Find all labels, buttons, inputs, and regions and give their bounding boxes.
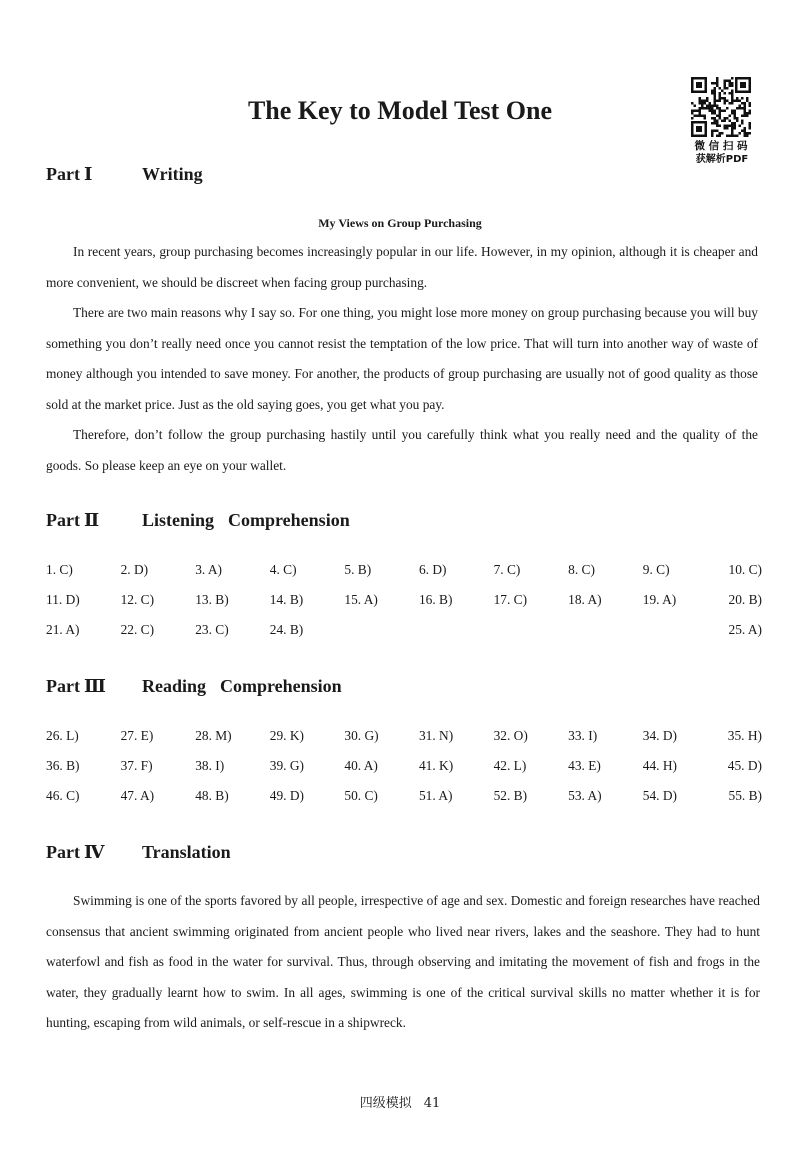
- listening-answers: [46, 555, 762, 645]
- part-2-heading: [46, 510, 350, 531]
- answer-item: 9. C): [642, 562, 670, 577]
- answer-item: 5. B): [344, 562, 372, 577]
- answer-item: 34. D): [642, 728, 677, 743]
- answer-item: 51. A): [418, 788, 453, 803]
- answer-item: 40. A): [344, 758, 378, 773]
- answer-item: 47. A): [120, 788, 155, 803]
- answer-item: 39. G): [269, 758, 304, 773]
- answer-item: 6. D): [418, 562, 447, 577]
- qr-code-block[interactable]: [690, 76, 752, 166]
- part-4-heading: [46, 842, 231, 863]
- part-title: Listening: [141, 510, 215, 530]
- answer-item: 3. A): [195, 562, 222, 577]
- answer-item: 7. C): [493, 562, 521, 577]
- answer-item: 46. C): [46, 788, 80, 803]
- answer-row: [46, 585, 762, 615]
- part-title: Translation: [141, 842, 231, 862]
- answer-item: 10. C): [728, 562, 762, 577]
- answer-item: 29. K): [269, 728, 304, 743]
- answer-item: 21. A): [46, 622, 80, 637]
- answer-item: 52. B): [493, 788, 528, 803]
- part-title-2: Comprehension: [220, 676, 342, 696]
- part-title: Writing: [141, 164, 203, 184]
- page-number: 41: [423, 1096, 441, 1111]
- answer-row: [46, 751, 762, 781]
- part-3-heading: [46, 676, 342, 697]
- answer-item: 28. M): [195, 728, 232, 743]
- qr-code-icon[interactable]: [690, 76, 752, 138]
- essay-title: My Views on Group Purchasing: [318, 216, 482, 230]
- answer-item: 4. C): [269, 562, 297, 577]
- answer-item: 8. C): [568, 562, 595, 577]
- answer-item: 41. K): [418, 758, 454, 773]
- qr-caption-line1: 微 信 扫 码: [694, 140, 748, 152]
- essay-paragraph-2: There are two main reasons why I say so. For one thing, you might lose more money on group purchasing because you will buy something you don’t really need once you cannot resist the temptation of the low price. That will turn into another way of waste of money although you intended to save money. For another, the products of group purchasing are usually not of good quality as those sold at the market price. Just as the old saying goes, you get what you pay.: [46, 305, 758, 412]
- essay-paragraph-1: In recent years, group purchasing becomes increasingly popular in our life. However, in my opinion, although it is cheaper and more convenient, we should be discreet when facing group purchasing.: [46, 244, 758, 290]
- answer-item: 54. D): [642, 788, 677, 803]
- answer-item: 49. D): [269, 788, 304, 803]
- answer-item: 24. B): [269, 622, 304, 637]
- part-label: Part: [46, 842, 80, 862]
- page-footer: [0, 1092, 800, 1111]
- answer-item: 36. B): [46, 758, 80, 773]
- answer-item: 50. C): [344, 788, 378, 803]
- part-title: Reading: [141, 676, 206, 696]
- answer-item: 20. B): [728, 592, 762, 607]
- answer-item: 19. A): [642, 592, 677, 607]
- answer-item: 32. O): [493, 728, 528, 743]
- answer-item: 23. C): [195, 622, 229, 637]
- answer-item: 33. I): [568, 728, 598, 743]
- part-number: Ⅲ: [83, 676, 106, 696]
- answer-item: 43. E): [568, 758, 601, 773]
- part-title-2: Comprehension: [228, 510, 350, 530]
- part-1-heading: [46, 164, 203, 185]
- translation-paragraph: Swimming is one of the sports favored by all people, irrespective of age and sex. Domestic and foreign researches have reached consensus that ancient swimming originated from ancient people who lived near rivers, lakes and the seashore. They had to hunt waterfowl and fish as food in the water for survival. Thus, through observing and imitating the movement of fish and frogs in the water, they gradually learnt how to swim. In all ages, swimming is one of the critical survival skills no matter whether it is for hunting, escaping from wild animals, or self-rescue in a shipwreck.: [46, 893, 760, 1030]
- footer-label: 四级模拟: [359, 1096, 412, 1111]
- qr-caption-line2: 获解析PDF: [695, 154, 749, 165]
- page-title: The Key to Model Test One: [247, 96, 553, 125]
- answer-row: [46, 555, 762, 585]
- part-number: Ⅱ: [83, 510, 100, 530]
- answer-row: [46, 615, 762, 645]
- answer-item: 42. L): [493, 758, 527, 773]
- part-number: Ⅳ: [83, 842, 105, 862]
- answer-item: 48. B): [195, 788, 229, 803]
- answer-item: 13. B): [195, 592, 229, 607]
- answer-row: [46, 781, 762, 811]
- answer-item: 25. A): [728, 622, 762, 637]
- answer-item: 30. G): [344, 728, 379, 743]
- answer-row: [46, 721, 762, 751]
- answer-item: 17. C): [493, 592, 528, 607]
- answer-item: 31. N): [418, 728, 454, 743]
- answer-item: 26. L): [46, 728, 79, 743]
- part-label: Part: [46, 164, 80, 184]
- answer-item: 15. A): [344, 592, 378, 607]
- answer-item: 11. D): [46, 592, 80, 607]
- answer-item: 37. F): [120, 758, 153, 773]
- part-label: Part: [46, 676, 80, 696]
- answer-item: 12. C): [120, 592, 155, 607]
- answer-item: 53. A): [568, 788, 602, 803]
- answer-item: 22. C): [120, 622, 155, 637]
- answer-item: 45. D): [727, 758, 762, 773]
- essay-paragraph-3: Therefore, don’t follow the group purchasing hastily until you carefully think what you really need and the quality of the goods. So please keep an eye on your wallet.: [46, 427, 758, 473]
- part-number: Ⅰ: [83, 164, 93, 184]
- answer-item: 14. B): [269, 592, 304, 607]
- answer-item: 16. B): [418, 592, 453, 607]
- answer-item: 2. D): [120, 562, 149, 577]
- answer-item: 44. H): [642, 758, 677, 773]
- answer-item: 38. I): [195, 758, 225, 773]
- answer-item: 27. E): [120, 728, 154, 743]
- part-label: Part: [46, 510, 80, 530]
- answer-item: 1. C): [46, 562, 73, 577]
- answer-item: 35. H): [727, 728, 762, 743]
- answer-item: 55. B): [728, 788, 762, 803]
- answer-item: 18. A): [568, 592, 602, 607]
- reading-answers: [46, 721, 762, 811]
